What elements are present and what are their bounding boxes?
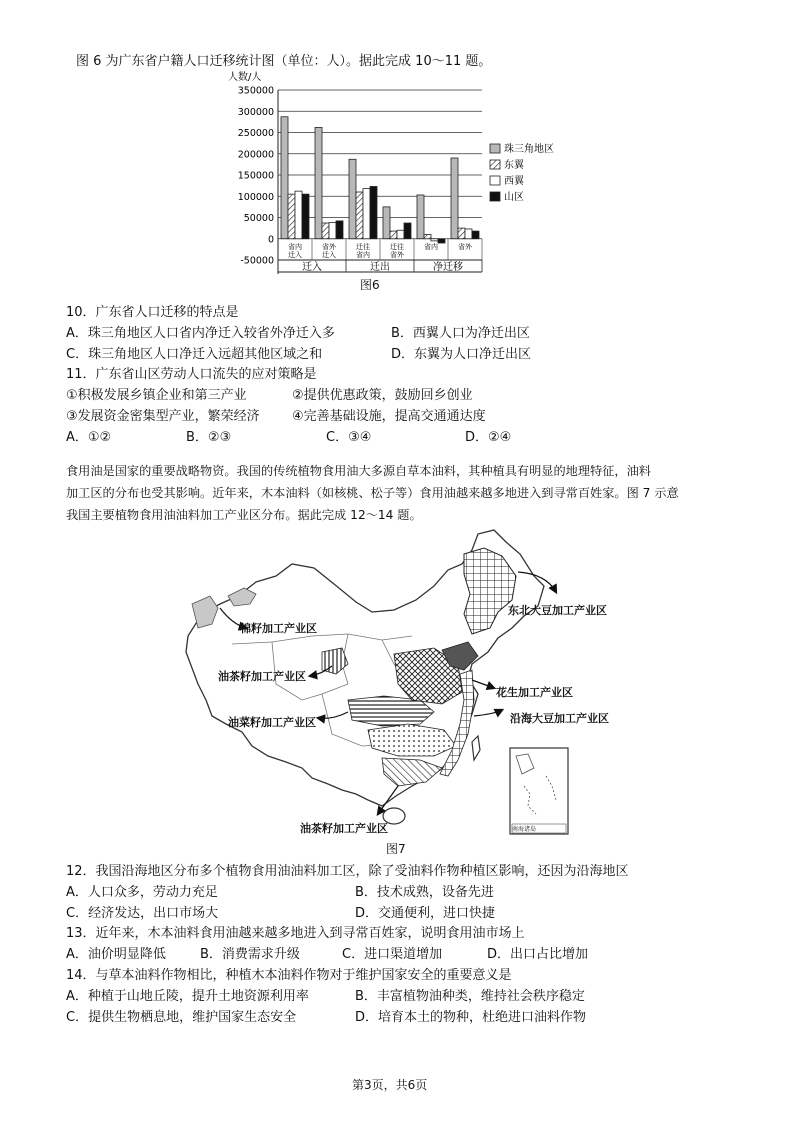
- q11-option-d: D．②④: [465, 430, 512, 445]
- q11-statement-1: ①积极发展乡镇企业和第三产业: [66, 388, 247, 403]
- bar: [295, 191, 302, 239]
- q13-option-d: D．出口占比增加: [487, 947, 589, 962]
- q12-option-a: A．人口众多，劳动力充足: [66, 885, 218, 900]
- x-category-label: 迁入: [322, 250, 336, 259]
- legend-swatch: [490, 192, 500, 201]
- x-category-label: 省内: [288, 242, 302, 251]
- intro-fig6: 图 6 为广东省户籍人口迁移统计图（单位：人）。据此完成 10～11 题。: [76, 54, 492, 69]
- q10-stem: 10．广东省人口迁移的特点是: [66, 305, 239, 320]
- taiwan-island: [472, 736, 480, 760]
- bar: [417, 195, 424, 239]
- legend-label: 东翼: [504, 160, 524, 171]
- page-footer: 第3页，共6页: [352, 1078, 428, 1092]
- q13-stem: 13．近年来，木本油料食用油越来越多地进入到寻常百姓家，说明食用油市场上: [66, 926, 525, 941]
- legend-label: 珠三角地区: [504, 144, 554, 155]
- bar: [302, 194, 309, 239]
- q11-statement-4: ④完善基础设施，提高交通通达度: [292, 409, 486, 424]
- q14-option-a: A．种植于山地丘陵，提升土地资源利用率: [66, 989, 309, 1004]
- bar: [390, 231, 397, 239]
- bar: [465, 229, 472, 239]
- q10-option-b: B．西翼人口为净迁出区: [391, 326, 530, 341]
- label-coastal-soybean: 沿海大豆加工产业区: [510, 712, 609, 725]
- figure6-caption: 图6: [360, 278, 380, 292]
- label-south-china-sea: 南海诸岛: [512, 826, 537, 833]
- y-tick-label: 200000: [237, 149, 274, 161]
- bar: [431, 239, 438, 241]
- legend-swatch: [490, 144, 500, 153]
- bar: [404, 223, 411, 239]
- bar: [336, 221, 343, 239]
- arrow-peanut: [472, 680, 494, 688]
- y-tick-label: 100000: [237, 191, 274, 203]
- label-oilseed-tea-north: 油茶籽加工产业区: [218, 670, 306, 683]
- bar: [472, 231, 479, 239]
- legend-swatch: [490, 160, 500, 169]
- bar: [438, 239, 445, 243]
- figure6-chart: [228, 66, 600, 278]
- x-category-label: 迁往: [356, 242, 370, 251]
- q12-option-c: C．经济发达，出口市场大: [66, 906, 219, 921]
- q10-option-c: C．珠三角地区人口净迁入远超其他区域之和: [66, 347, 323, 362]
- bar: [288, 194, 295, 239]
- x-group-label: 迁入: [302, 262, 322, 273]
- bar: [424, 235, 431, 239]
- q11-statement-3: ③发展资金密集型产业，繁荣经济: [66, 409, 260, 424]
- q14-option-d: D．培育本土的物种，杜绝进口油料作物: [355, 1010, 587, 1025]
- bar: [329, 223, 336, 239]
- q14-stem: 14．与草本油料作物相比，种植木本油料作物对于维护国家安全的重要意义是: [66, 968, 512, 983]
- q12-option-d: D．交通便利，进口快捷: [355, 906, 496, 921]
- y-axis-label: 人数/人: [228, 72, 262, 83]
- intro-fig7-line2: 加工区的分布也受其影响。近年来，木本油料（如核桃、松子等）食用油越来越多地进入到寻常百姓家。图 7 示意: [66, 486, 679, 500]
- legend-swatch: [490, 176, 500, 185]
- q11-option-a: A．①②: [66, 430, 112, 445]
- q11-option-c: C．③④: [326, 430, 372, 445]
- label-rapeseed: 油菜籽加工产业区: [228, 716, 316, 729]
- y-tick-label: 250000: [237, 128, 274, 139]
- intro-fig7-line3: 我国主要植物食用油油料加工产业区分布。据此完成 12～14 题。: [66, 508, 422, 522]
- bar: [363, 189, 370, 239]
- x-category-label: 省内: [424, 242, 438, 251]
- y-tick-label: 150000: [237, 170, 274, 182]
- y-tick-label: 0: [267, 234, 274, 246]
- intro-fig7-line1: 食用油是国家的重要战略物资。我国的传统植物食用油大多源自草本油料，其种植具有明显的地理特征，油料: [66, 464, 651, 478]
- label-cottonseed: 棉籽加工产业区: [240, 622, 317, 635]
- arrow-coastal: [474, 710, 502, 716]
- x-category-label: 省外: [322, 242, 336, 251]
- x-category-label: 省内: [356, 250, 370, 259]
- legend-label: 西翼: [504, 176, 524, 187]
- q11-statement-2: ②提供优惠政策，鼓励回乡创业: [292, 388, 473, 403]
- q12-option-b: B．技术成熟，设备先进: [355, 885, 494, 900]
- x-group-label: 迁出: [370, 262, 390, 273]
- bar: [451, 158, 458, 239]
- q11-stem: 11．广东省山区劳动人口流失的应对策略是: [66, 367, 317, 382]
- q13-option-a: A．油价明显降低: [66, 947, 166, 962]
- q11-option-b: B．②③: [186, 430, 232, 445]
- q13-option-b: B．消费需求升级: [200, 947, 300, 962]
- x-category-label: 迁入: [288, 250, 302, 259]
- bar: [356, 192, 363, 239]
- bar: [322, 223, 329, 239]
- q12-stem: 12．我国沿海地区分布多个植物食用油油料加工区，除了受油料作物种植区影响，还因为沿海地区: [66, 864, 629, 879]
- q14-option-b: B．丰富植物油种类，维持社会秩序稳定: [355, 989, 585, 1004]
- figure7-caption: 图7: [386, 842, 406, 856]
- y-tick-label: 300000: [237, 106, 274, 118]
- y-tick-label: -50000: [240, 255, 274, 267]
- q10-option-d: D．东翼为人口净迁出区: [391, 347, 532, 362]
- label-northeast-soybean: 东北大豆加工产业区: [508, 604, 607, 617]
- legend-label: 山区: [504, 192, 524, 203]
- bar: [315, 127, 322, 238]
- x-category-label: 省外: [458, 242, 472, 251]
- x-group-label: 净迁移: [433, 262, 463, 273]
- bar: [349, 159, 356, 238]
- label-peanut: 花生加工产业区: [496, 686, 573, 699]
- q14-option-c: C．提供生物栖息地，维护国家生态安全: [66, 1010, 297, 1025]
- bar: [458, 228, 465, 239]
- bar: [281, 117, 288, 239]
- bar: [397, 230, 404, 239]
- q13-option-c: C．进口渠道增加: [342, 947, 443, 962]
- bar: [383, 207, 390, 239]
- label-oilseed-tea-south: 油茶籽加工产业区: [300, 822, 388, 835]
- x-category-label: 省外: [390, 250, 404, 259]
- y-tick-label: 350000: [237, 85, 274, 97]
- bar: [370, 186, 377, 238]
- q10-option-a: A．珠三角地区人口省内净迁入较省外净迁入多: [66, 326, 335, 341]
- x-category-label: 迁往: [390, 242, 404, 251]
- y-tick-label: 50000: [243, 213, 274, 224]
